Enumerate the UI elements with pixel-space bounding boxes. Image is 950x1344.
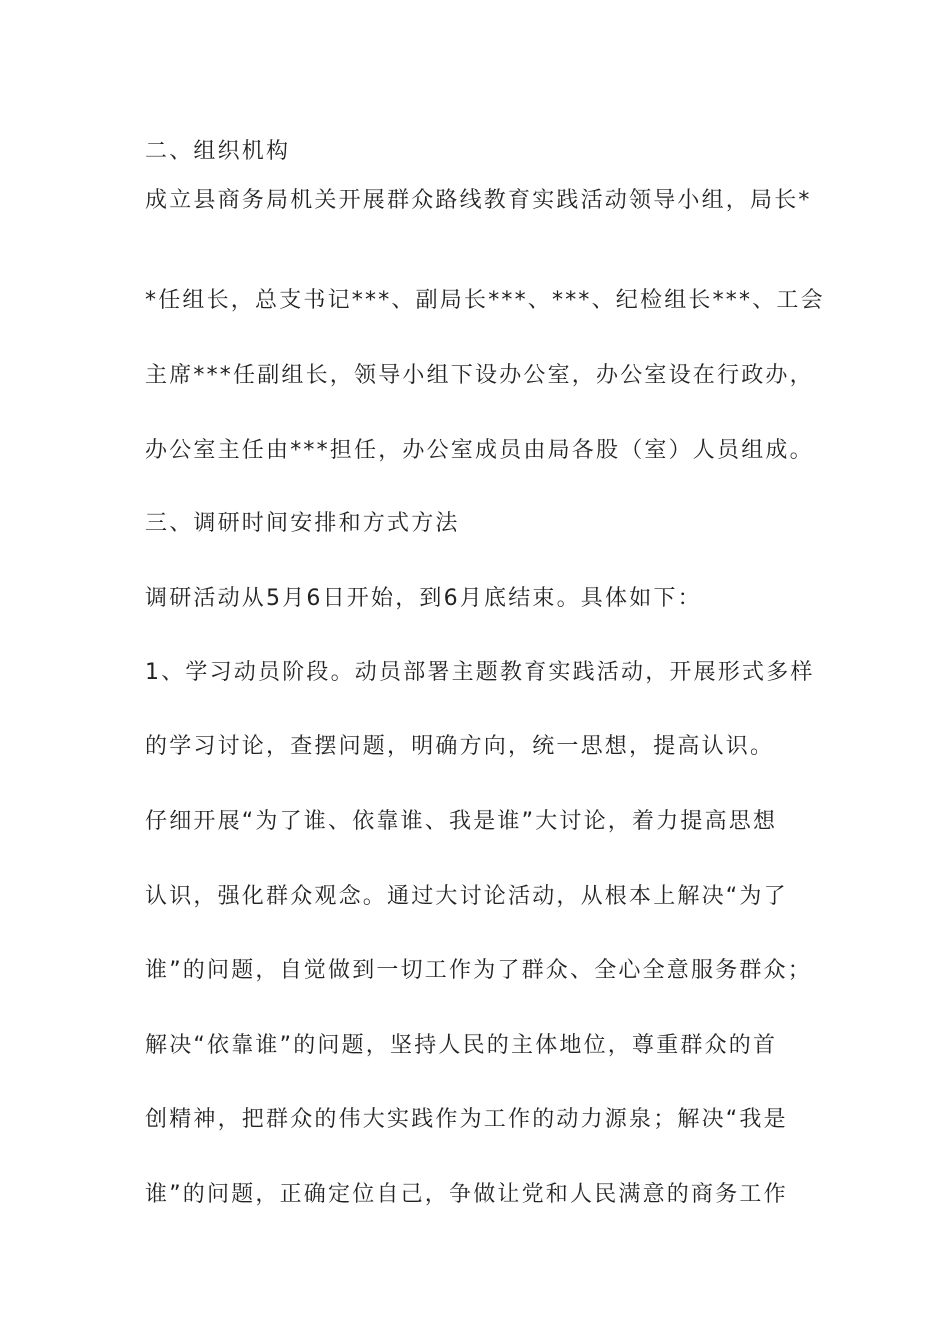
paragraph-line: 谁”的问题，自觉做到一切工作为了群众、全心全意服务群众； xyxy=(145,958,812,983)
paragraph-line: 1、学习动员阶段。动员部署主题教育实践活动，开展形式多样 xyxy=(145,660,815,685)
paragraph-line: 解决“依靠谁”的问题，坚持人民的主体地位，尊重群众的首 xyxy=(145,1033,778,1058)
paragraph-line: 办公室主任由***担任，办公室成员由局各股（室）人员组成。 xyxy=(145,438,814,463)
paragraph-line: 调研活动从5月6日开始，到6月底结束。具体如下： xyxy=(145,586,702,611)
paragraph-line: 谁”的问题，正确定位自己，争做让党和人民满意的商务工作 xyxy=(145,1182,788,1207)
paragraph-line: *任组长，总支书记***、副局长***、***、纪检组长***、工会 xyxy=(145,288,825,313)
paragraph-line: 创精神，把群众的伟大实践作为工作的动力源泉；解决“我是 xyxy=(145,1107,788,1132)
paragraph-line: 认识，强化群众观念。通过大讨论活动，从根本上解决“为了 xyxy=(145,884,788,909)
paragraph-line: 成立县商务局机关开展群众路线教育实践活动领导小组，局长* xyxy=(145,188,812,213)
paragraph-line: 仔细开展“为了谁、依靠谁、我是谁”大讨论，着力提高思想 xyxy=(145,809,778,834)
paragraph-line: 的学习讨论，查摆问题，明确方向，统一思想，提高认识。 xyxy=(145,734,775,759)
section-heading-schedule: 三、调研时间安排和方式方法 xyxy=(145,511,460,536)
section-heading-organization: 二、组织机构 xyxy=(145,139,291,164)
paragraph-line: 主席***任副组长，领导小组下设办公室，办公室设在行政办， xyxy=(145,363,814,388)
